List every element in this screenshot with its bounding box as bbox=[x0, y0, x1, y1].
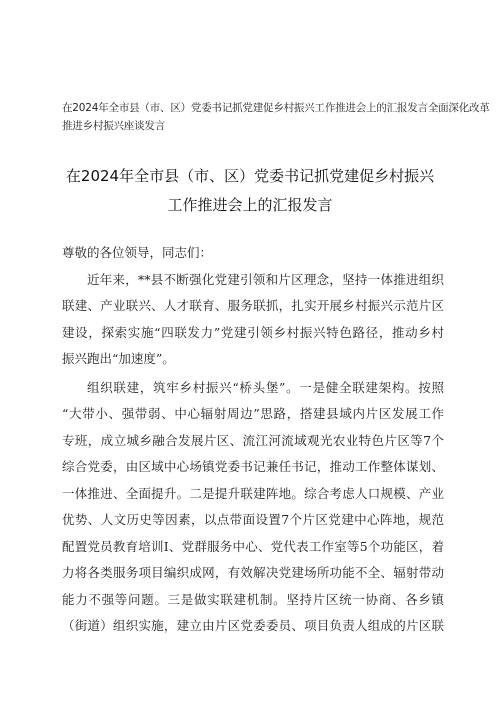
document-title-line-2: 工作推进会上的汇报发言 bbox=[167, 196, 333, 214]
paragraph-line: 联建、产业联兴、人才联育、服务联抓，扎实开展乡村振兴示范片区 bbox=[62, 298, 444, 313]
paragraph-line: 建设，探索实施“四联发力”党建引领乡村振兴特色路径，推动乡村 bbox=[62, 324, 444, 340]
paragraph-line: 配置党员教育培训Ⅰ、党群服务中心、党代表工作室等5个功能区，着 bbox=[62, 538, 444, 554]
paragraph-2 bbox=[62, 375, 444, 640]
paragraph-line: 振兴跑出“加速度”。 bbox=[62, 351, 175, 366]
document-title bbox=[40, 162, 460, 220]
paragraph-1 bbox=[62, 267, 444, 373]
header-note-line-2: 推进乡村振兴座谈发言 bbox=[62, 120, 165, 132]
document-title-line-1: 在2024年全市县（市、区）党委书记抓党建促乡村振兴 bbox=[65, 167, 435, 185]
paragraph-line: 力将各类服务项目编织成网，有效解决党建场所功能不全、辐射带动 bbox=[62, 565, 444, 580]
paragraph-line: 专班，成立城乡融合发展片区、流江河流域观光农业特色片区等7个 bbox=[62, 432, 444, 448]
paragraph-line: 综合党委，由区域中心场镇党委书记兼任书记，推动工作整体谋划、 bbox=[62, 459, 444, 474]
paragraph-line: 能力不强等问题。三是做实联建机制。坚持片区统一协商、各乡镇 bbox=[62, 591, 444, 607]
paragraph-line: 组织联建，筑牢乡村振兴“桥头堡”。一是健全联建架构。按照 bbox=[87, 379, 444, 395]
paragraph-line: 一体推进、全面提升。二是提升联建阵地。综合考虑人口规模、产业 bbox=[62, 485, 444, 501]
salutation: 尊敬的各位领导，同志们： bbox=[62, 245, 213, 260]
paragraph-line: （街道）组织实施，建立由片区党委委员、项目负责人组成的片区联 bbox=[62, 618, 444, 633]
header-note bbox=[62, 99, 490, 135]
paragraph-line: “大带小、强带弱、中心辐射周边”思路，搭建县域内片区发展工作 bbox=[62, 406, 444, 421]
document-body bbox=[62, 240, 444, 640]
paragraph-line: 近年来，**县不断强化党建引领和片区理念，坚持一体推进组织 bbox=[87, 271, 444, 287]
paragraph-line: 优势、人文历史等因素，以点带面设置7个片区党建中心阵地，规范 bbox=[62, 512, 444, 527]
header-note-line-1: 在2024年全市县（市、区）党委书记抓党建促乡村振兴工作推进会上的汇报发言全面深化改革 bbox=[62, 102, 490, 114]
